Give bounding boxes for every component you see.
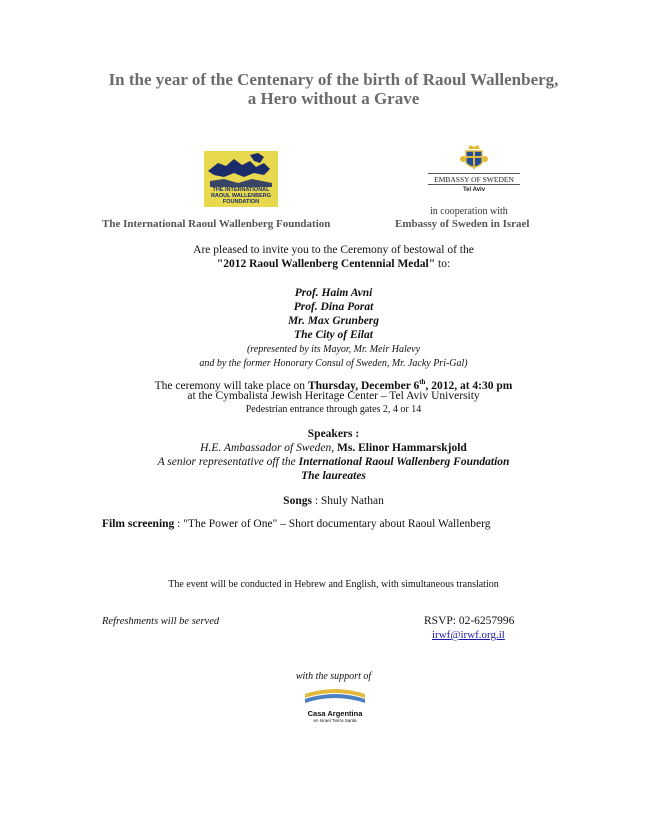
songs-label: Songs xyxy=(283,495,312,507)
songs-value: : Shuly Nathan xyxy=(311,495,384,507)
language-note: The event will be conducted in Hebrew and English, with simultaneous translation xyxy=(168,579,499,590)
speakers-heading: Speakers : xyxy=(307,428,360,440)
ceremony-venue: at the Cymbalista Jewish Heritage Center – Tel Aviv University xyxy=(187,390,480,402)
laureate-4: The City of Eilat xyxy=(294,329,373,341)
ceremony-prefix: The ceremony will take place on xyxy=(154,379,308,392)
irwf-logo-text xyxy=(204,187,278,205)
cooperation-text: in cooperation with xyxy=(430,206,508,217)
title-line-1: In the year of the Centenary of the birth of Raoul Wallenberg, xyxy=(108,70,559,89)
organizer-left: The International Raoul Wallenberg Foundation xyxy=(102,218,331,230)
casa-name: Casa Argentina xyxy=(307,709,363,718)
embassy-rule-top xyxy=(428,173,520,174)
laureate-1: Prof. Haim Avni xyxy=(294,287,373,299)
medal-line xyxy=(0,257,667,271)
support-text: with the support of xyxy=(295,671,372,682)
irwf-logo xyxy=(204,151,278,207)
embassy-city: Tel Aviv xyxy=(462,187,486,193)
medal-to: to: xyxy=(435,258,451,270)
medal-name: "2012 Raoul Wallenberg Centennial Medal" xyxy=(216,258,436,270)
embassy-rule-bottom xyxy=(428,184,520,185)
title-line-2: a Hero without a Grave xyxy=(247,89,420,108)
ceremony-date-suffix: th xyxy=(419,378,426,386)
irwf-logo-line-1: THE INTERNATIONAL xyxy=(212,187,270,193)
speaker-1-role: H.E. Ambassador of Sweden, xyxy=(200,442,337,454)
casa-argentina-waves-icon xyxy=(303,684,367,704)
ceremony-date-time: , 2012, at 4:30 pm xyxy=(425,379,513,392)
laureate-note-2: and by the former Honorary Consul of Sweden, Mr. Jacky Pri-Gal) xyxy=(199,358,468,369)
speaker-2-name: International Raoul Wallenberg Foundation xyxy=(298,456,510,468)
invitation-line: Are pleased to invite you to the Ceremony of bestowal of the xyxy=(193,244,474,256)
page-title xyxy=(0,70,667,108)
speaker-2 xyxy=(0,455,667,469)
irwf-logo-line-3: FOUNDATION xyxy=(222,199,260,205)
irwf-logo-line-2: RAOUL WALLENBERG xyxy=(210,193,272,199)
irwf-emblem-icon xyxy=(204,151,278,189)
film-value: : "The Power of One" – Short documentary about Raoul Wallenberg xyxy=(174,518,491,530)
laureate-2: Prof. Dina Porat xyxy=(293,301,374,313)
rsvp-phone: RSVP: 02-6257996 xyxy=(424,615,515,627)
laureate-note-1: (represented by its Mayor, Mr. Meir Halevy xyxy=(246,344,421,355)
ceremony-date-day: Thursday, December 6 xyxy=(307,379,420,392)
organizer-right: Embassy of Sweden in Israel xyxy=(395,218,530,230)
swedish-coat-of-arms-icon xyxy=(420,143,528,173)
embassy-name: EMBASSY OF SWEDEN xyxy=(434,175,514,184)
songs-line xyxy=(0,494,667,508)
speaker-2-role: A senior representative off the xyxy=(157,456,299,468)
casa-sub: en Israel Tierra Santa xyxy=(313,718,357,723)
ceremony-entrance: Pedestrian entrance through gates 2, 4 or 14 xyxy=(245,404,422,415)
laureate-3: Mr. Max Grunberg xyxy=(287,315,380,327)
refreshments-text: Refreshments will be served xyxy=(102,616,220,627)
casa-argentina-logo xyxy=(303,684,367,724)
speaker-1-name: Ms. Elinor Hammarskjold xyxy=(337,442,467,454)
rsvp-email-link[interactable]: irwf@irwf.org.il xyxy=(432,629,505,641)
film-label: Film screening xyxy=(102,518,175,530)
speaker-1 xyxy=(0,441,667,455)
speaker-3: The laureates xyxy=(301,470,366,482)
film-line xyxy=(102,518,491,530)
embassy-sweden-logo xyxy=(420,143,528,195)
